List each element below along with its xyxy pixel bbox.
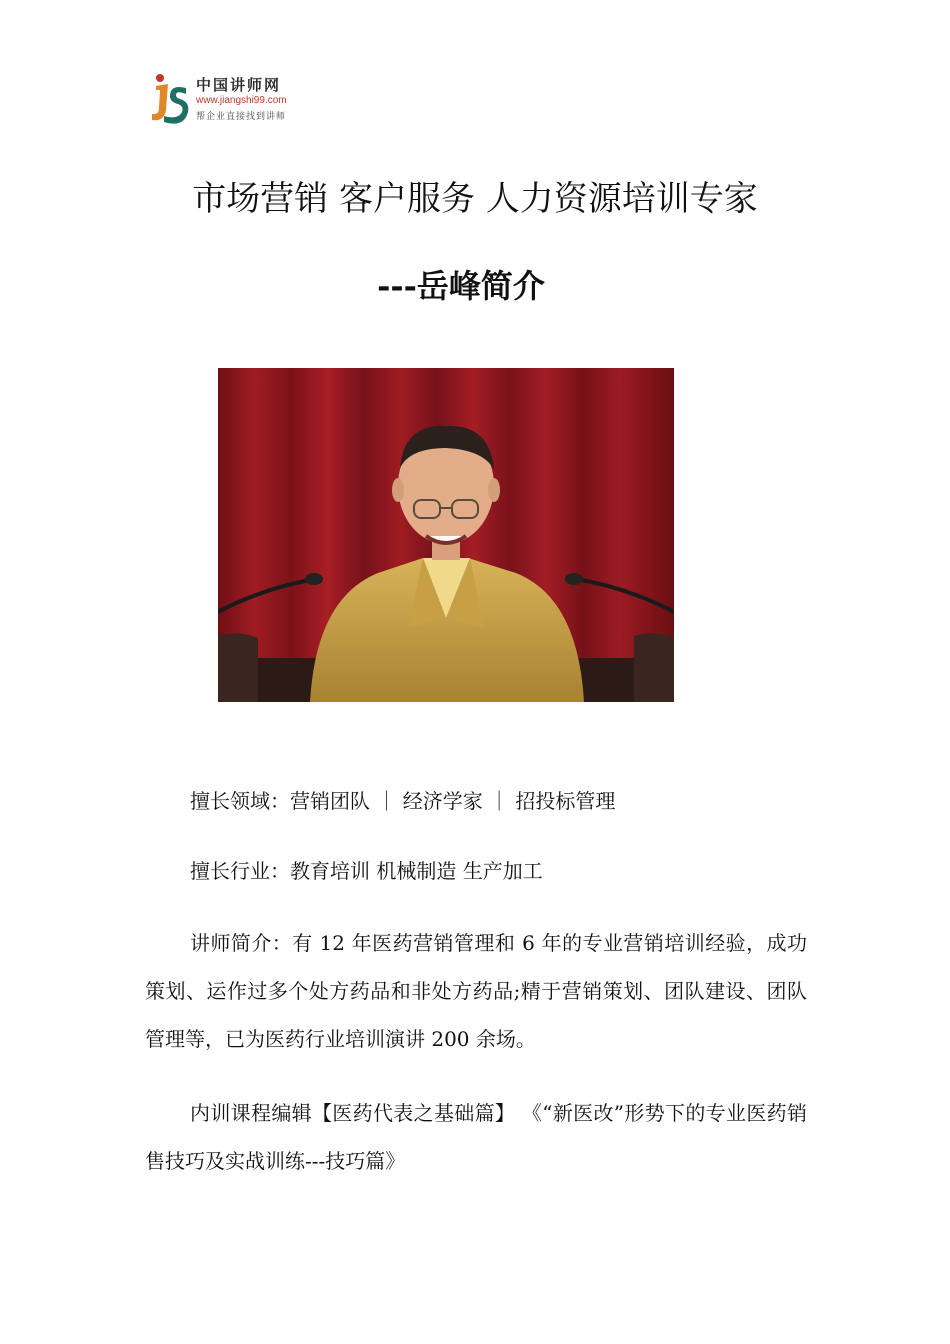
logo-slogan: 帮企业直接找到讲师 <box>196 112 287 122</box>
logo-url[interactable]: www.jiangshi99.com <box>196 95 287 106</box>
subtitle-dash: --- <box>377 267 417 305</box>
industries-paragraph: 擅长行业：教育培训 机械制造 生产加工 <box>190 859 543 883</box>
expertise-paragraph: 擅长领域：营销团队 ｜ 经济学家 ｜ 招投标管理 <box>190 789 616 813</box>
site-logo[interactable] <box>148 70 318 128</box>
page-title: 市场营销 客户服务 人力资源培训专家 <box>192 179 758 219</box>
logo-title: 中国讲师网 <box>196 76 282 94</box>
intro-paragraph: 讲师简介：有 12 年医药营销管理和 6 年的专业营销培训经验，成功策划、运作过多个处方药品和非处方药品;精于营销策划、团队建设、团队管理等，已为医药行业培训演讲 200 余场。 <box>145 931 807 1051</box>
subtitle-name: 岳峰简介 <box>416 267 545 305</box>
portrait-photo <box>218 368 674 702</box>
courses-paragraph: 内训课程编辑【医药代表之基础篇】 《“新医改”形势下的专业医药销售技巧及实战训练---技巧篇》 <box>145 1101 807 1173</box>
page-subtitle <box>0 262 922 310</box>
jiangshi-logo-icon <box>148 70 190 128</box>
